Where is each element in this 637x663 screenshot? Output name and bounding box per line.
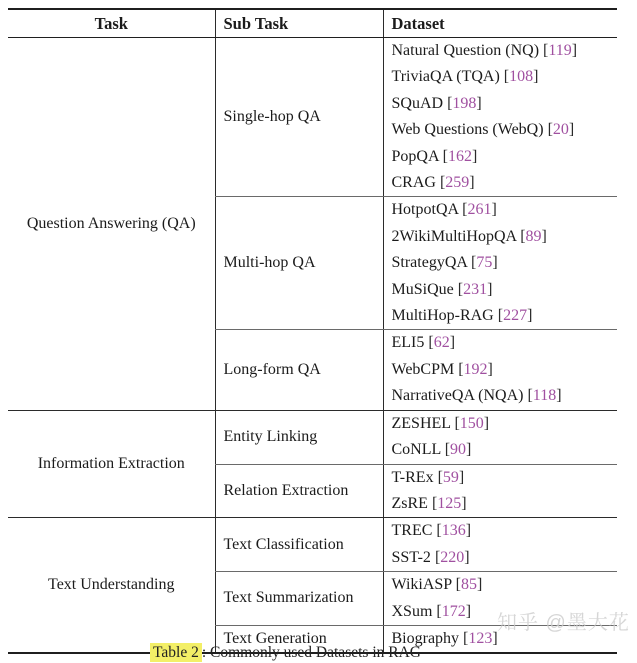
citation-bracket-open: [	[471, 254, 477, 272]
table-caption	[150, 643, 421, 663]
citation-link[interactable]: 198	[452, 94, 477, 112]
dataset-cell	[383, 250, 617, 276]
citation-bracket-close: ]	[465, 602, 472, 620]
citation-bracket-open: [	[462, 201, 468, 219]
header-dataset: Dataset	[383, 9, 617, 38]
dataset-name: WebCPM	[391, 360, 455, 378]
dataset-cell	[383, 303, 617, 330]
caption-highlight: Table 2	[150, 643, 202, 662]
subtask-cell: Entity Linking	[215, 410, 383, 464]
table-row	[8, 518, 617, 545]
citation-bracket-close: ]	[461, 494, 467, 512]
dataset-name: Natural Question (NQ)	[391, 42, 540, 59]
citation-link[interactable]: 20	[552, 121, 569, 139]
citation-bracket-close: ]	[449, 334, 456, 352]
dataset-name: XSum	[391, 602, 433, 620]
citation-link[interactable]: 136	[441, 522, 466, 540]
citation-bracket-open: [	[457, 280, 464, 298]
citation-bracket-close: ]	[483, 414, 490, 432]
citation-bracket-open: [	[503, 68, 510, 86]
dataset-name: SQuAD	[391, 94, 444, 112]
citation-bracket-close: ]	[469, 174, 475, 192]
dataset-cell	[383, 545, 617, 572]
citation-link[interactable]: 150	[459, 414, 484, 432]
citation-link[interactable]: 227	[503, 307, 528, 325]
citation-bracket-open: [	[436, 602, 442, 620]
dataset-cell	[383, 518, 617, 545]
dataset-name: PopQA	[391, 147, 439, 165]
citation-bracket-close: ]	[464, 548, 470, 566]
dataset-name: CRAG	[391, 174, 436, 192]
citation-bracket-open: [	[543, 42, 549, 59]
citation-link[interactable]: 162	[447, 147, 472, 165]
dataset-cell	[383, 357, 617, 383]
subtask-cell: Single-hop QA	[215, 38, 383, 197]
datasets-table	[8, 8, 617, 654]
citation-bracket-open: [	[436, 522, 442, 540]
dataset-cell	[383, 410, 617, 437]
citation-link[interactable]: 108	[509, 68, 534, 86]
citation-link[interactable]: 89	[525, 227, 542, 245]
citation-bracket-close: ]	[541, 227, 547, 245]
citation-link[interactable]: 220	[440, 548, 465, 566]
citation-bracket-close: ]	[568, 121, 575, 139]
citation-bracket-open: [	[431, 494, 438, 512]
dataset-name: HotpotQA	[391, 201, 459, 219]
citation-link[interactable]: 62	[433, 334, 450, 352]
citation-link[interactable]: 90	[450, 441, 467, 459]
citation-link[interactable]: 123	[468, 629, 493, 647]
dataset-cell	[383, 38, 617, 65]
subtask-cell: Long-form QA	[215, 330, 383, 410]
watermark: 知乎 @墨大花	[497, 612, 630, 634]
citation-bracket-open: [	[520, 227, 526, 245]
citation-bracket-close: ]	[465, 522, 472, 540]
citation-bracket-close: ]	[471, 147, 478, 165]
dataset-cell	[383, 144, 617, 170]
dataset-name: ELI5	[391, 334, 425, 352]
table-row	[8, 38, 617, 65]
dataset-cell	[383, 197, 617, 224]
citation-bracket-open: [	[458, 360, 464, 378]
dataset-cell	[383, 170, 617, 197]
dataset-name: CoNLL	[391, 441, 441, 459]
dataset-cell	[383, 91, 617, 117]
citation-bracket-open: [	[497, 307, 504, 325]
dataset-cell	[383, 383, 617, 410]
dataset-name: NarrativeQA (NQA)	[391, 387, 524, 405]
citation-bracket-close: ]	[487, 360, 493, 378]
citation-bracket-close: ]	[466, 441, 472, 459]
citation-bracket-open: [	[455, 576, 461, 594]
citation-link[interactable]: 172	[441, 602, 466, 620]
citation-link[interactable]: 231	[463, 280, 488, 298]
citation-bracket-close: ]	[476, 576, 483, 594]
citation-bracket-open: [	[463, 629, 469, 647]
citation-bracket-open: [	[447, 94, 453, 112]
dataset-cell	[383, 572, 617, 599]
citation-bracket-close: ]	[527, 307, 533, 325]
citation-bracket-open: [	[442, 147, 448, 165]
table-body	[8, 38, 617, 654]
dataset-name: MultiHop-RAG	[391, 307, 494, 325]
table-row	[8, 410, 617, 437]
citation-bracket-open: [	[439, 174, 446, 192]
citation-link[interactable]: 261	[467, 201, 492, 219]
dataset-name: Biography	[391, 629, 460, 647]
citation-bracket-open: [	[437, 468, 443, 486]
citation-bracket-close: ]	[487, 280, 493, 298]
dataset-cell	[383, 330, 617, 357]
citation-bracket-close: ]	[492, 254, 498, 272]
dataset-cell	[383, 437, 617, 464]
dataset-name: ZsRE	[391, 494, 428, 512]
task-cell: Information Extraction	[8, 410, 215, 518]
subtask-cell: Text Classification	[215, 518, 383, 572]
subtask-cell: Text Generation	[215, 625, 383, 653]
dataset-name: 2WikiMultiHopQA	[391, 227, 517, 245]
task-cell: Question Answering (QA)	[8, 38, 215, 411]
dataset-name: StrategyQA	[391, 254, 468, 272]
caption-text: : Commonly used Datasets in RAG	[201, 644, 421, 661]
dataset-cell	[383, 464, 617, 491]
citation-bracket-close: ]	[491, 201, 497, 219]
dataset-cell	[383, 224, 617, 250]
citation-link[interactable]: 118	[532, 387, 557, 405]
dataset-cell	[383, 277, 617, 303]
citation-bracket-close: ]	[476, 94, 482, 112]
dataset-cell	[383, 491, 617, 518]
header-task: Task	[8, 9, 215, 38]
header-row	[8, 9, 617, 38]
citation-bracket-open: [	[547, 121, 553, 139]
subtask-cell: Relation Extraction	[215, 464, 383, 518]
citation-bracket-open: [	[444, 441, 451, 459]
dataset-cell	[383, 64, 617, 90]
dataset-name: Web Questions (WebQ)	[391, 121, 544, 139]
dataset-name: TREC	[391, 522, 433, 540]
dataset-name: ZESHEL	[391, 414, 451, 432]
citation-link[interactable]: 125	[437, 494, 462, 512]
task-cell: Text Understanding	[8, 518, 215, 654]
citation-link[interactable]: 75	[476, 254, 493, 272]
dataset-cell	[383, 117, 617, 143]
citation-bracket-open: [	[527, 387, 533, 405]
citation-bracket-open: [	[434, 548, 441, 566]
citation-bracket-open: [	[454, 414, 460, 432]
header-sub-task: Sub Task	[215, 9, 383, 38]
citation-bracket-close: ]	[533, 68, 539, 86]
citation-bracket-close: ]	[556, 387, 562, 405]
dataset-name: WikiASP	[391, 576, 452, 594]
citation-link[interactable]: 59	[442, 468, 459, 486]
subtask-cell: Text Summarization	[215, 572, 383, 626]
citation-bracket-open: [	[428, 334, 434, 352]
citation-link[interactable]: 192	[463, 360, 488, 378]
subtask-cell: Multi-hop QA	[215, 197, 383, 330]
citation-bracket-close: ]	[571, 42, 578, 59]
citation-link[interactable]: 259	[445, 174, 470, 192]
citation-link[interactable]: 119	[548, 42, 572, 59]
dataset-name: MuSiQue	[391, 280, 454, 298]
citation-bracket-close: ]	[458, 468, 465, 486]
dataset-name: T-REx	[391, 468, 434, 486]
dataset-name: TriviaQA (TQA)	[391, 68, 500, 86]
dataset-name: SST-2	[391, 548, 431, 566]
citation-link[interactable]: 85	[460, 576, 477, 594]
citation-bracket-close: ]	[492, 629, 498, 647]
